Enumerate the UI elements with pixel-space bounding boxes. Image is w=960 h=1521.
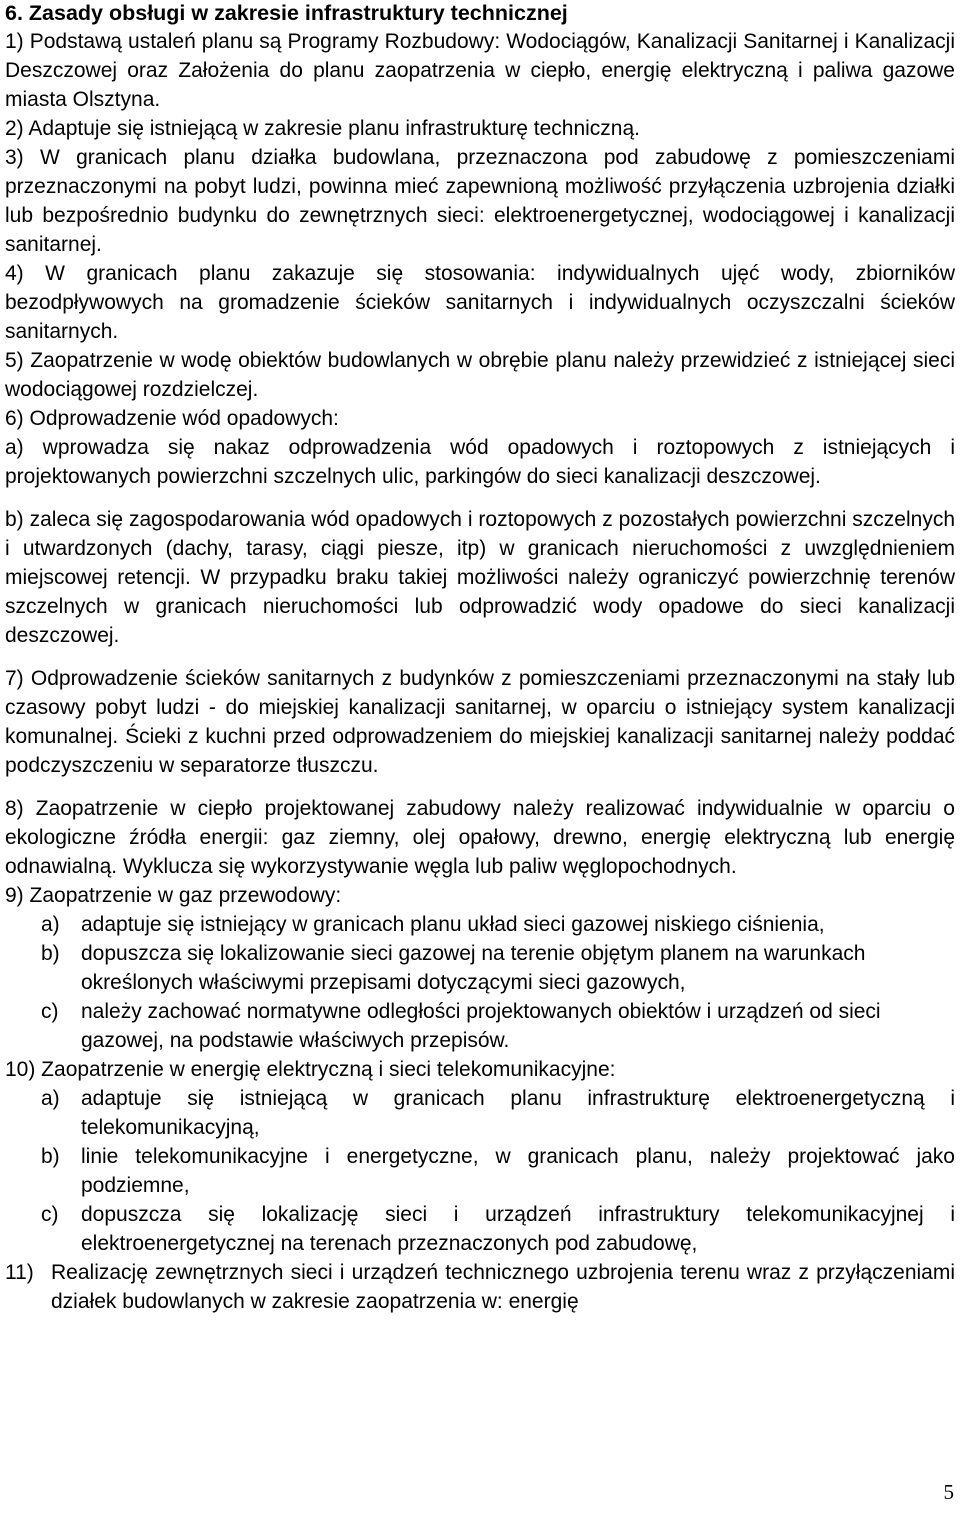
- paragraph-6b: b) zaleca się zagospodarowania wód opadowych i roztopowych z pozostałych powierzchni szczelnych i utwardzonych (dachy, tarasy, ciągi piesze, itp) w granicach nieruchomości z uwzględnieniem miejscowej retencji. W przypadku braku takiej możliwości należy ograniczyć powierzchnię terenów szczelnych w granicach nieruchomości lub odprowadzić wody opadowe do sieci kanalizacji deszczowej.: [5, 508, 955, 647]
- list-label: a): [41, 913, 60, 936]
- list-label: b): [41, 1145, 60, 1168]
- paragraph-8: 8) Zaopatrzenie w ciepło projektowanej zabudowy należy realizować indywidualnie w oparciu o ekologiczne źródła energii: gaz ziemny, olej opałowy, drewno, energię elektryczną lub energię odnawialną. Wyklucza się wykorzystywanie węgla lub paliw węglopochodnych.: [5, 797, 955, 878]
- list-item-9a: [5, 910, 955, 939]
- document-page: [5, 0, 955, 1316]
- list-text: należy zachować normatywne odległości projektowanych obiektów i urządzeń od sieci gazowej, na podstawie właściwych przepisów.: [81, 1000, 881, 1052]
- list-text: adaptuje się istniejący w granicach planu układ sieci gazowej niskiego ciśnienia,: [81, 913, 825, 936]
- list-item-9c: [5, 997, 955, 1055]
- list-label: c): [41, 1203, 59, 1226]
- list-label: c): [41, 1000, 59, 1023]
- section-heading: 6. Zasady obsługi w zakresie infrastruktury technicznej: [5, 1, 568, 25]
- list-item-10b: [5, 1142, 955, 1200]
- paragraph-9: 9) Zaopatrzenie w gaz przewodowy:: [5, 884, 342, 907]
- paragraph-2: 2) Adaptuje się istniejącą w zakresie planu infrastrukturę techniczną.: [5, 117, 641, 140]
- list-text: dopuszcza się lokalizację sieci i urządzeń infrastruktury telekomunikacyjnej i elektroenergetycznej na terenach przeznaczonych pod zabudowę,: [81, 1203, 955, 1255]
- paragraph-5: 5) Zaopatrzenie w wodę obiektów budowlanych w obrębie planu należy przewidzieć z istniejącej sieci wodociągowej rozdzielczej.: [5, 349, 955, 401]
- list-text: linie telekomunikacyjne i energetyczne, w granicach planu, należy projektować jako podziemne,: [81, 1145, 955, 1197]
- paragraph-3: 3) W granicach planu działka budowlana, przeznaczona pod zabudowę z pomieszczeniami przeznaczonymi na pobyt ludzi, powinna mieć zapewnioną możliwość przyłączenia uzbrojenia działki lub bezpośrednio budynku do zewnętrznych sieci: elektroenergetycznej, wodociągowej i kanalizacji sanitarnej.: [5, 146, 955, 256]
- paragraph-6a: a) wprowadza się nakaz odprowadzenia wód opadowych i roztopowych z istniejących i projektowanych powierzchni szczelnych ulic, parkingów do sieci kanalizacji deszczowej.: [5, 436, 955, 488]
- list-item-11: [5, 1258, 955, 1316]
- paragraph-10: 10) Zaopatrzenie w energię elektryczną i sieci telekomunikacyjne:: [5, 1058, 616, 1081]
- list-item-10c: [5, 1200, 955, 1258]
- list-label: 11): [5, 1261, 34, 1284]
- list-label: b): [41, 942, 60, 965]
- list-text: dopuszcza się lokalizowanie sieci gazowej na terenie objętym planem na warunkach określonych właściwymi przepisami dotyczącymi sieci gazowych,: [81, 942, 866, 994]
- list-text: adaptuje się istniejącą w granicach planu infrastrukturę elektroenergetyczną i telekomunikacyjną,: [81, 1087, 955, 1139]
- paragraph-7: 7) Odprowadzenie ścieków sanitarnych z budynków z pomieszczeniami przeznaczonymi na stały lub czasowy pobyt ludzi - do miejskiej kanalizacji sanitarnej, w oparciu o istniejący system kanalizacji komunalnej. Ścieki z kuchni przed odprowadzeniem do miejskiej kanalizacji sanitarnej należy poddać podczyszczeniu w separatorze tłuszczu.: [5, 667, 955, 777]
- paragraph-4: 4) W granicach planu zakazuje się stosowania: indywidualnych ujęć wody, zbiorników bezodpływowych na gromadzenie ścieków sanitarnych i indywidualnych oczyszczalni ścieków sanitarnych.: [5, 262, 955, 343]
- list-text: Realizację zewnętrznych sieci i urządzeń technicznego uzbrojenia terenu wraz z przyłączeniami działek budowlanych w zakresie zaopatrzenia w: energię: [51, 1261, 955, 1313]
- paragraph-1: 1) Podstawą ustaleń planu są Programy Rozbudowy: Wodociągów, Kanalizacji Sanitarnej i Kanalizacji Deszczowej oraz Założenia do planu zaopatrzenia w ciepło, energię elektryczną i paliwa gazowe miasta Olsztyna.: [5, 30, 955, 111]
- list-label: a): [41, 1087, 60, 1110]
- paragraph-6: 6) Odprowadzenie wód opadowych:: [5, 407, 339, 430]
- page-number: 5: [943, 1480, 954, 1504]
- list-item-9b: [5, 939, 955, 997]
- list-item-10a: [5, 1084, 955, 1142]
